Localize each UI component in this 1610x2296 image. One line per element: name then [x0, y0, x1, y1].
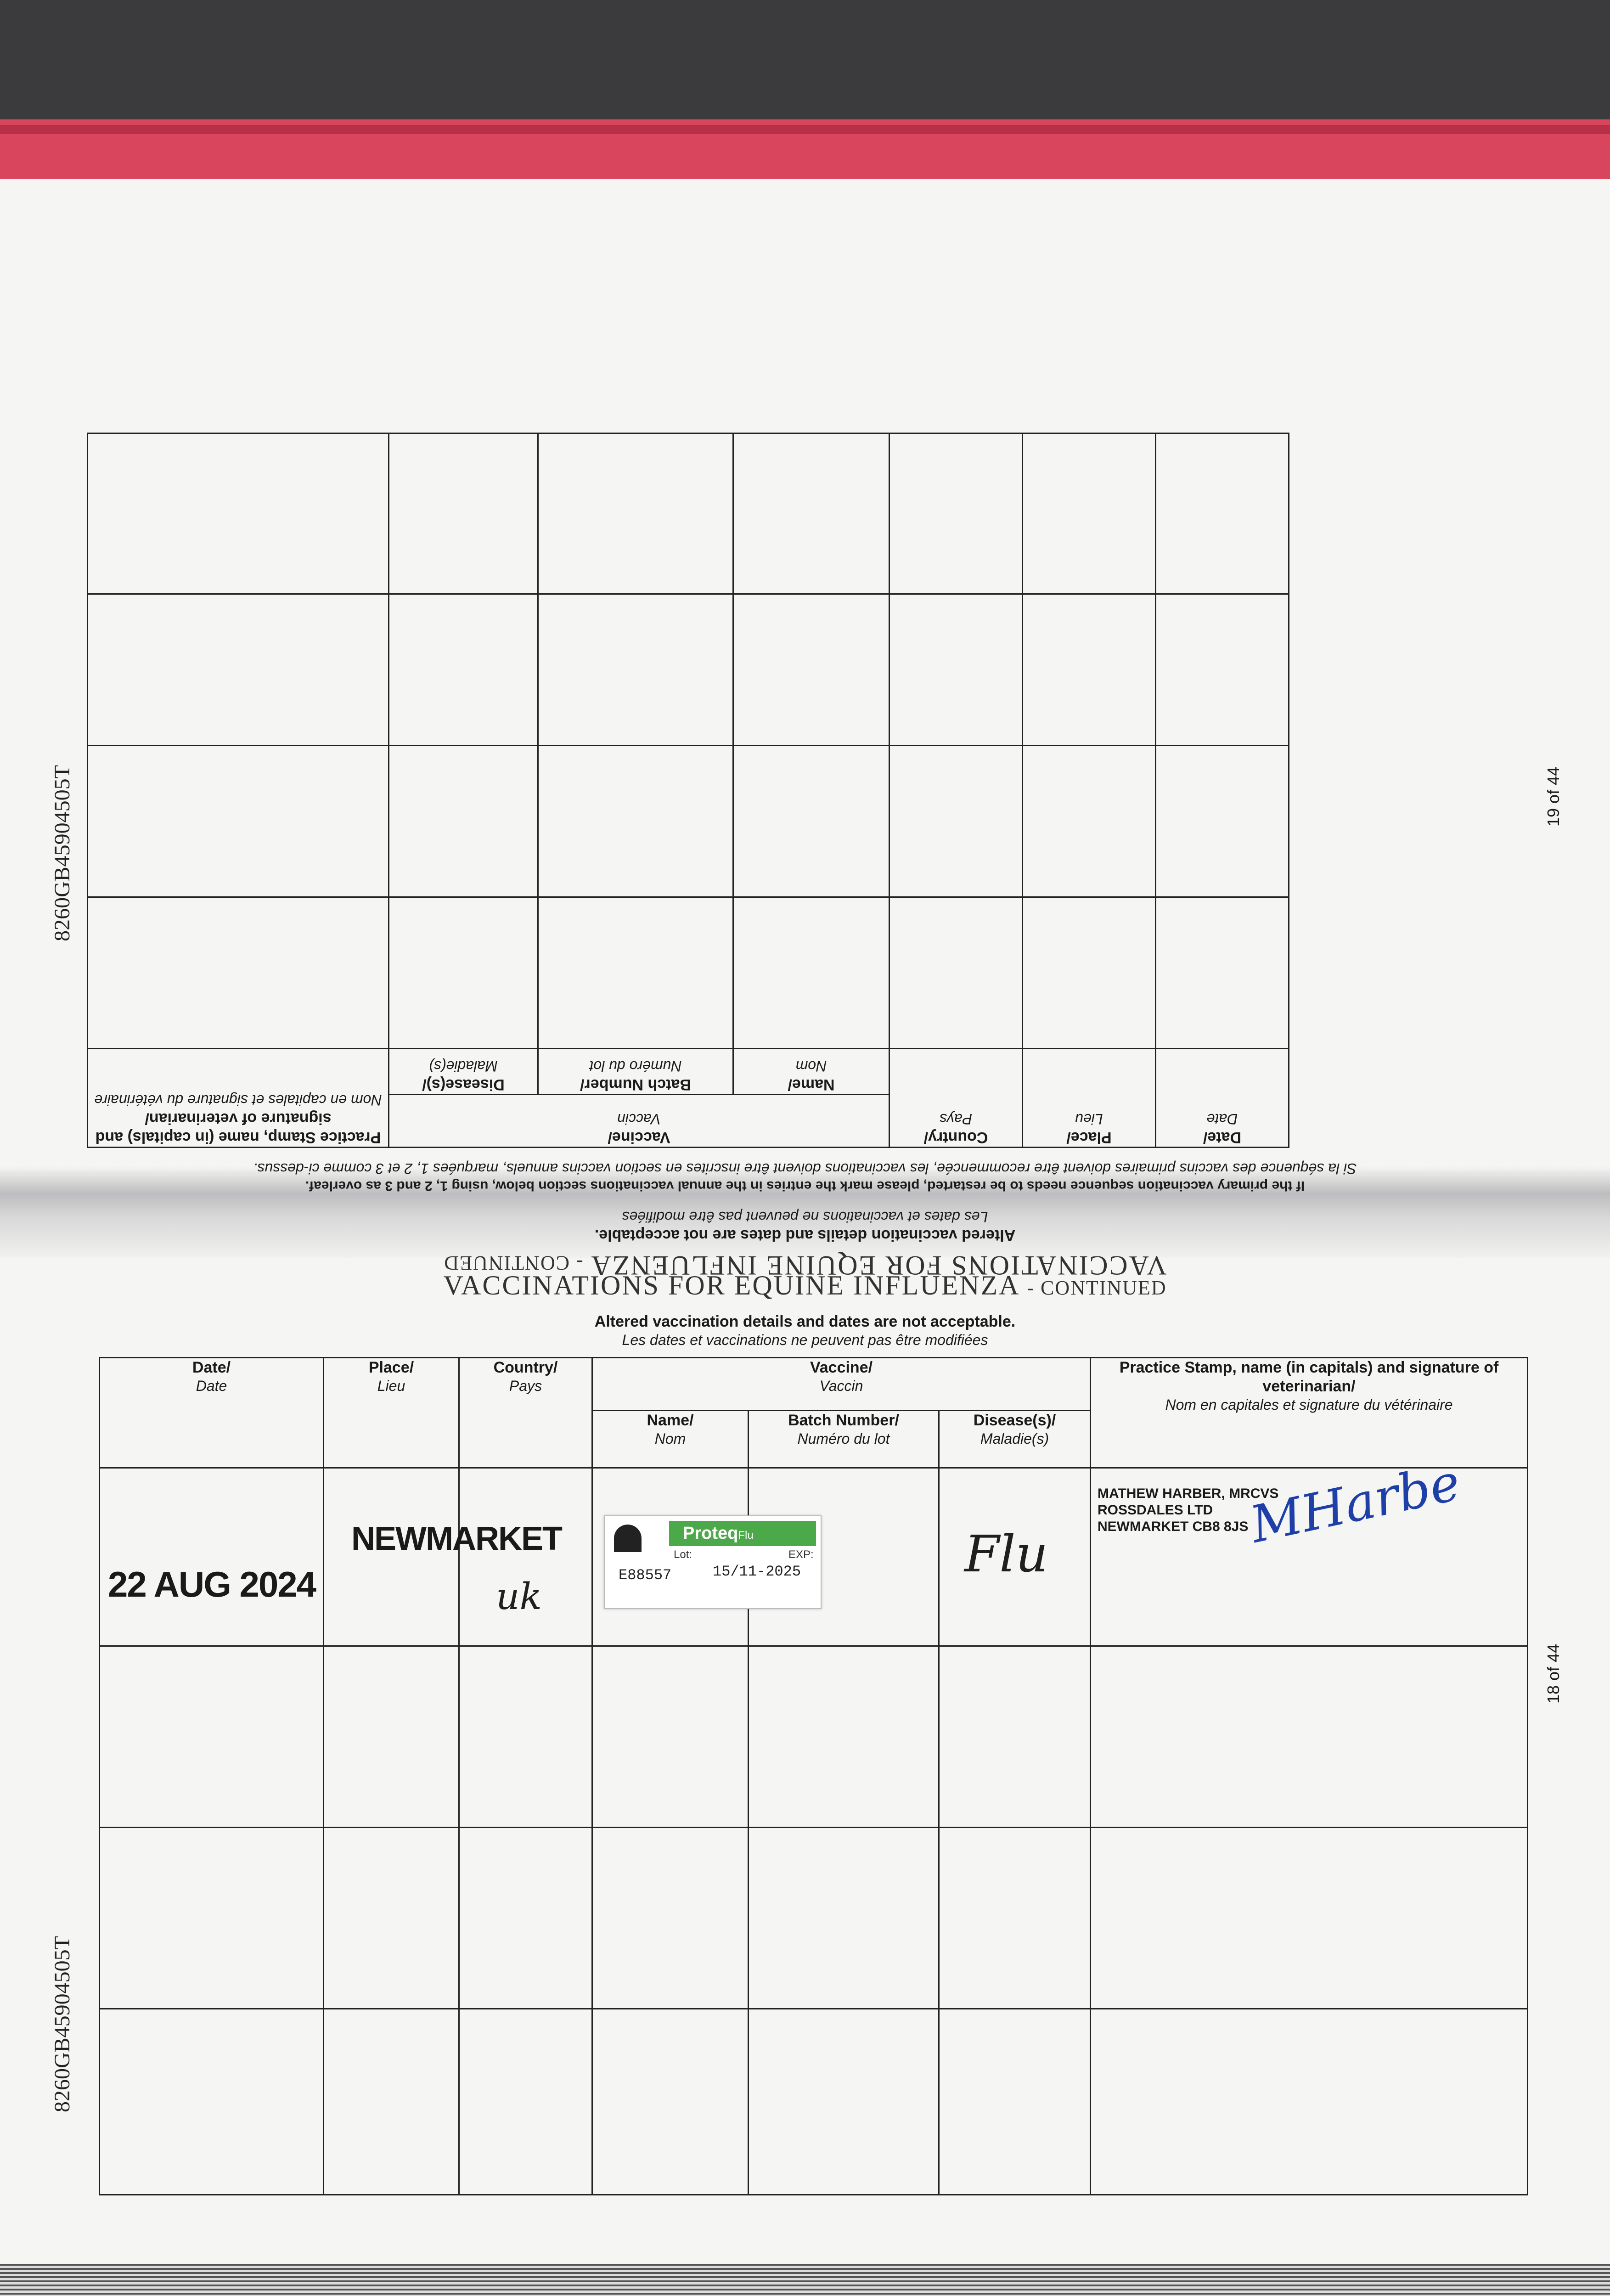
vet-signature: MHarbe [1245, 1452, 1465, 1554]
top-col-practice: Practice Stamp, name (in capitals) and signature of veterinarian/ Nom en capitales et signature du vétérinaire [87, 1049, 388, 1148]
top-col-country: Country/ Pays [889, 1049, 1023, 1148]
cell[interactable] [733, 433, 889, 594]
cell[interactable] [324, 2009, 459, 2195]
top-vaccination-table [87, 433, 1289, 1148]
cell[interactable] [939, 2009, 1091, 2195]
top-col-date: Date/ Date [1156, 1049, 1289, 1148]
country-handwritten: uk [496, 1575, 542, 1618]
cell[interactable] [324, 1646, 459, 1828]
cell[interactable] [538, 897, 733, 1049]
cell[interactable] [100, 1646, 324, 1828]
cell[interactable] [1023, 433, 1156, 594]
cell[interactable] [1156, 746, 1289, 897]
cell[interactable] [1023, 897, 1156, 1049]
cell[interactable] [1156, 594, 1289, 746]
cell[interactable] [592, 2009, 749, 2195]
table-row [87, 746, 1289, 897]
table-row [87, 897, 1289, 1049]
top-page-notice: Altered vaccination details and dates are not acceptable. Les dates et vaccinations ne peuvent pas être modifiées [594, 1209, 1016, 1244]
col-name: Name/ Nom [592, 1411, 749, 1468]
sticker-batch-number: E88557 [619, 1567, 672, 1584]
col-batch: Batch Number/ Numéro du lot [749, 1411, 939, 1468]
col-disease: Disease(s)/ Maladie(s) [939, 1411, 1091, 1468]
cell[interactable] [459, 1828, 592, 2009]
vet-practice: ROSSDALES LTD [1098, 1503, 1213, 1518]
col-vaccine: Vaccine/ Vaccin [592, 1358, 1091, 1411]
col-practice: Practice Stamp, name (in capitals) and signature of veterinarian/ Nom en capitales et signature du vétérinaire [1091, 1358, 1528, 1468]
top-col-place: Place/ Lieu [1023, 1049, 1156, 1148]
entry-date-cell[interactable] [100, 1468, 324, 1646]
sticker-expiry: 15/11-2025 [713, 1563, 801, 1580]
proteq-logo-icon [614, 1525, 642, 1552]
vet-name: MATHEW HARBER, MRCVS [1098, 1486, 1279, 1501]
vet-address: NEWMARKET CB8 8JS [1098, 1519, 1249, 1534]
cell[interactable] [733, 746, 889, 897]
table-row [100, 1828, 1528, 2009]
cell[interactable] [459, 1646, 592, 1828]
table-row [87, 594, 1289, 746]
top-page-heading: VACCINATIONS FOR EQUINE INFLUENZA - CONTINUED [443, 1250, 1167, 1281]
top-page-upside-down [0, 257, 1610, 1281]
cell[interactable] [889, 594, 1023, 746]
cell[interactable] [889, 897, 1023, 1049]
table-row [87, 433, 1289, 594]
date-stamp: 22 AUG 2024 [108, 1564, 316, 1604]
bottom-passport-id: 8260GB45904505T [50, 1936, 74, 2112]
col-country: Country/ Pays [459, 1358, 592, 1468]
cell[interactable] [1156, 897, 1289, 1049]
cell[interactable] [324, 1828, 459, 2009]
table-row [100, 2009, 1528, 2195]
cell[interactable] [1156, 433, 1289, 594]
sticker-lot-label: Lot: [674, 1548, 692, 1561]
cell[interactable] [388, 594, 538, 746]
place-stamp: NEWMARKET [351, 1520, 562, 1557]
cell[interactable] [749, 1646, 939, 1828]
cell[interactable] [87, 433, 388, 594]
cell[interactable] [592, 1646, 749, 1828]
cell[interactable] [733, 897, 889, 1049]
bottom-page-number: 18 of 44 [1544, 1643, 1563, 1704]
cell[interactable] [1091, 1828, 1528, 2009]
cell[interactable] [100, 1828, 324, 2009]
cell[interactable] [733, 594, 889, 746]
cell[interactable] [87, 897, 388, 1049]
cell[interactable] [538, 746, 733, 897]
cell[interactable] [388, 897, 538, 1049]
cell[interactable] [1091, 1646, 1528, 1828]
binding-dark-band [0, 0, 1610, 125]
top-page-instruction: If the primary vaccination sequence needs to be restarted, please mark the entries in the annual vaccinations section below, using 1, 2 and 3 as overleaf. Si la séquence des vaccins primaires doivent être recommencée, les vaccinations doivent être inscrites en section vaccins annuels, marquées 1, 2 et 3 comme ci-dessus. [253, 1160, 1357, 1193]
bottom-edge-band [0, 2264, 1610, 2296]
cell[interactable] [749, 2009, 939, 2195]
top-passport-id: 8260GB45904505T [50, 765, 74, 941]
table-row [100, 1646, 1528, 1828]
cell[interactable] [939, 1646, 1091, 1828]
cell[interactable] [538, 594, 733, 746]
cell[interactable] [388, 746, 538, 897]
top-col-disease: Disease(s)/ Maladie(s) [388, 1049, 538, 1095]
cell[interactable] [1023, 594, 1156, 746]
bottom-page-notice: Altered vaccination details and dates are not acceptable. Les dates et vaccinations ne peuvent pas être modifiées [594, 1313, 1016, 1348]
top-col-name: Name/ Nom [733, 1049, 889, 1095]
top-col-vaccine: Vaccine/ Vaccin [388, 1095, 889, 1148]
cell[interactable] [87, 746, 388, 897]
bottom-page-heading: VACCINATIONS FOR EQUINE INFLUENZA - CONTINUED [443, 1270, 1167, 1300]
cell[interactable] [87, 594, 388, 746]
disease-handwritten: Flu [964, 1525, 1048, 1583]
top-page-number: 19 of 44 [1544, 766, 1563, 827]
cell[interactable] [459, 2009, 592, 2195]
cell[interactable] [592, 1828, 749, 2009]
top-col-batch: Batch Number/ Numéro du lot [538, 1049, 733, 1095]
cell[interactable] [538, 433, 733, 594]
cell[interactable] [100, 2009, 324, 2195]
cell[interactable] [889, 746, 1023, 897]
cell[interactable] [939, 1828, 1091, 2009]
col-place: Place/ Lieu [324, 1358, 459, 1468]
cell[interactable] [749, 1828, 939, 2009]
cell[interactable] [1023, 746, 1156, 897]
col-date: Date/ Date [100, 1358, 324, 1468]
cell[interactable] [388, 433, 538, 594]
binding-red-stripe [0, 125, 1610, 134]
sticker-brand: ProteqFlu [669, 1521, 816, 1546]
cell[interactable] [889, 433, 1023, 594]
vaccine-batch-sticker [604, 1515, 822, 1609]
sticker-exp-label: EXP: [788, 1548, 814, 1561]
cell[interactable] [1091, 2009, 1528, 2195]
